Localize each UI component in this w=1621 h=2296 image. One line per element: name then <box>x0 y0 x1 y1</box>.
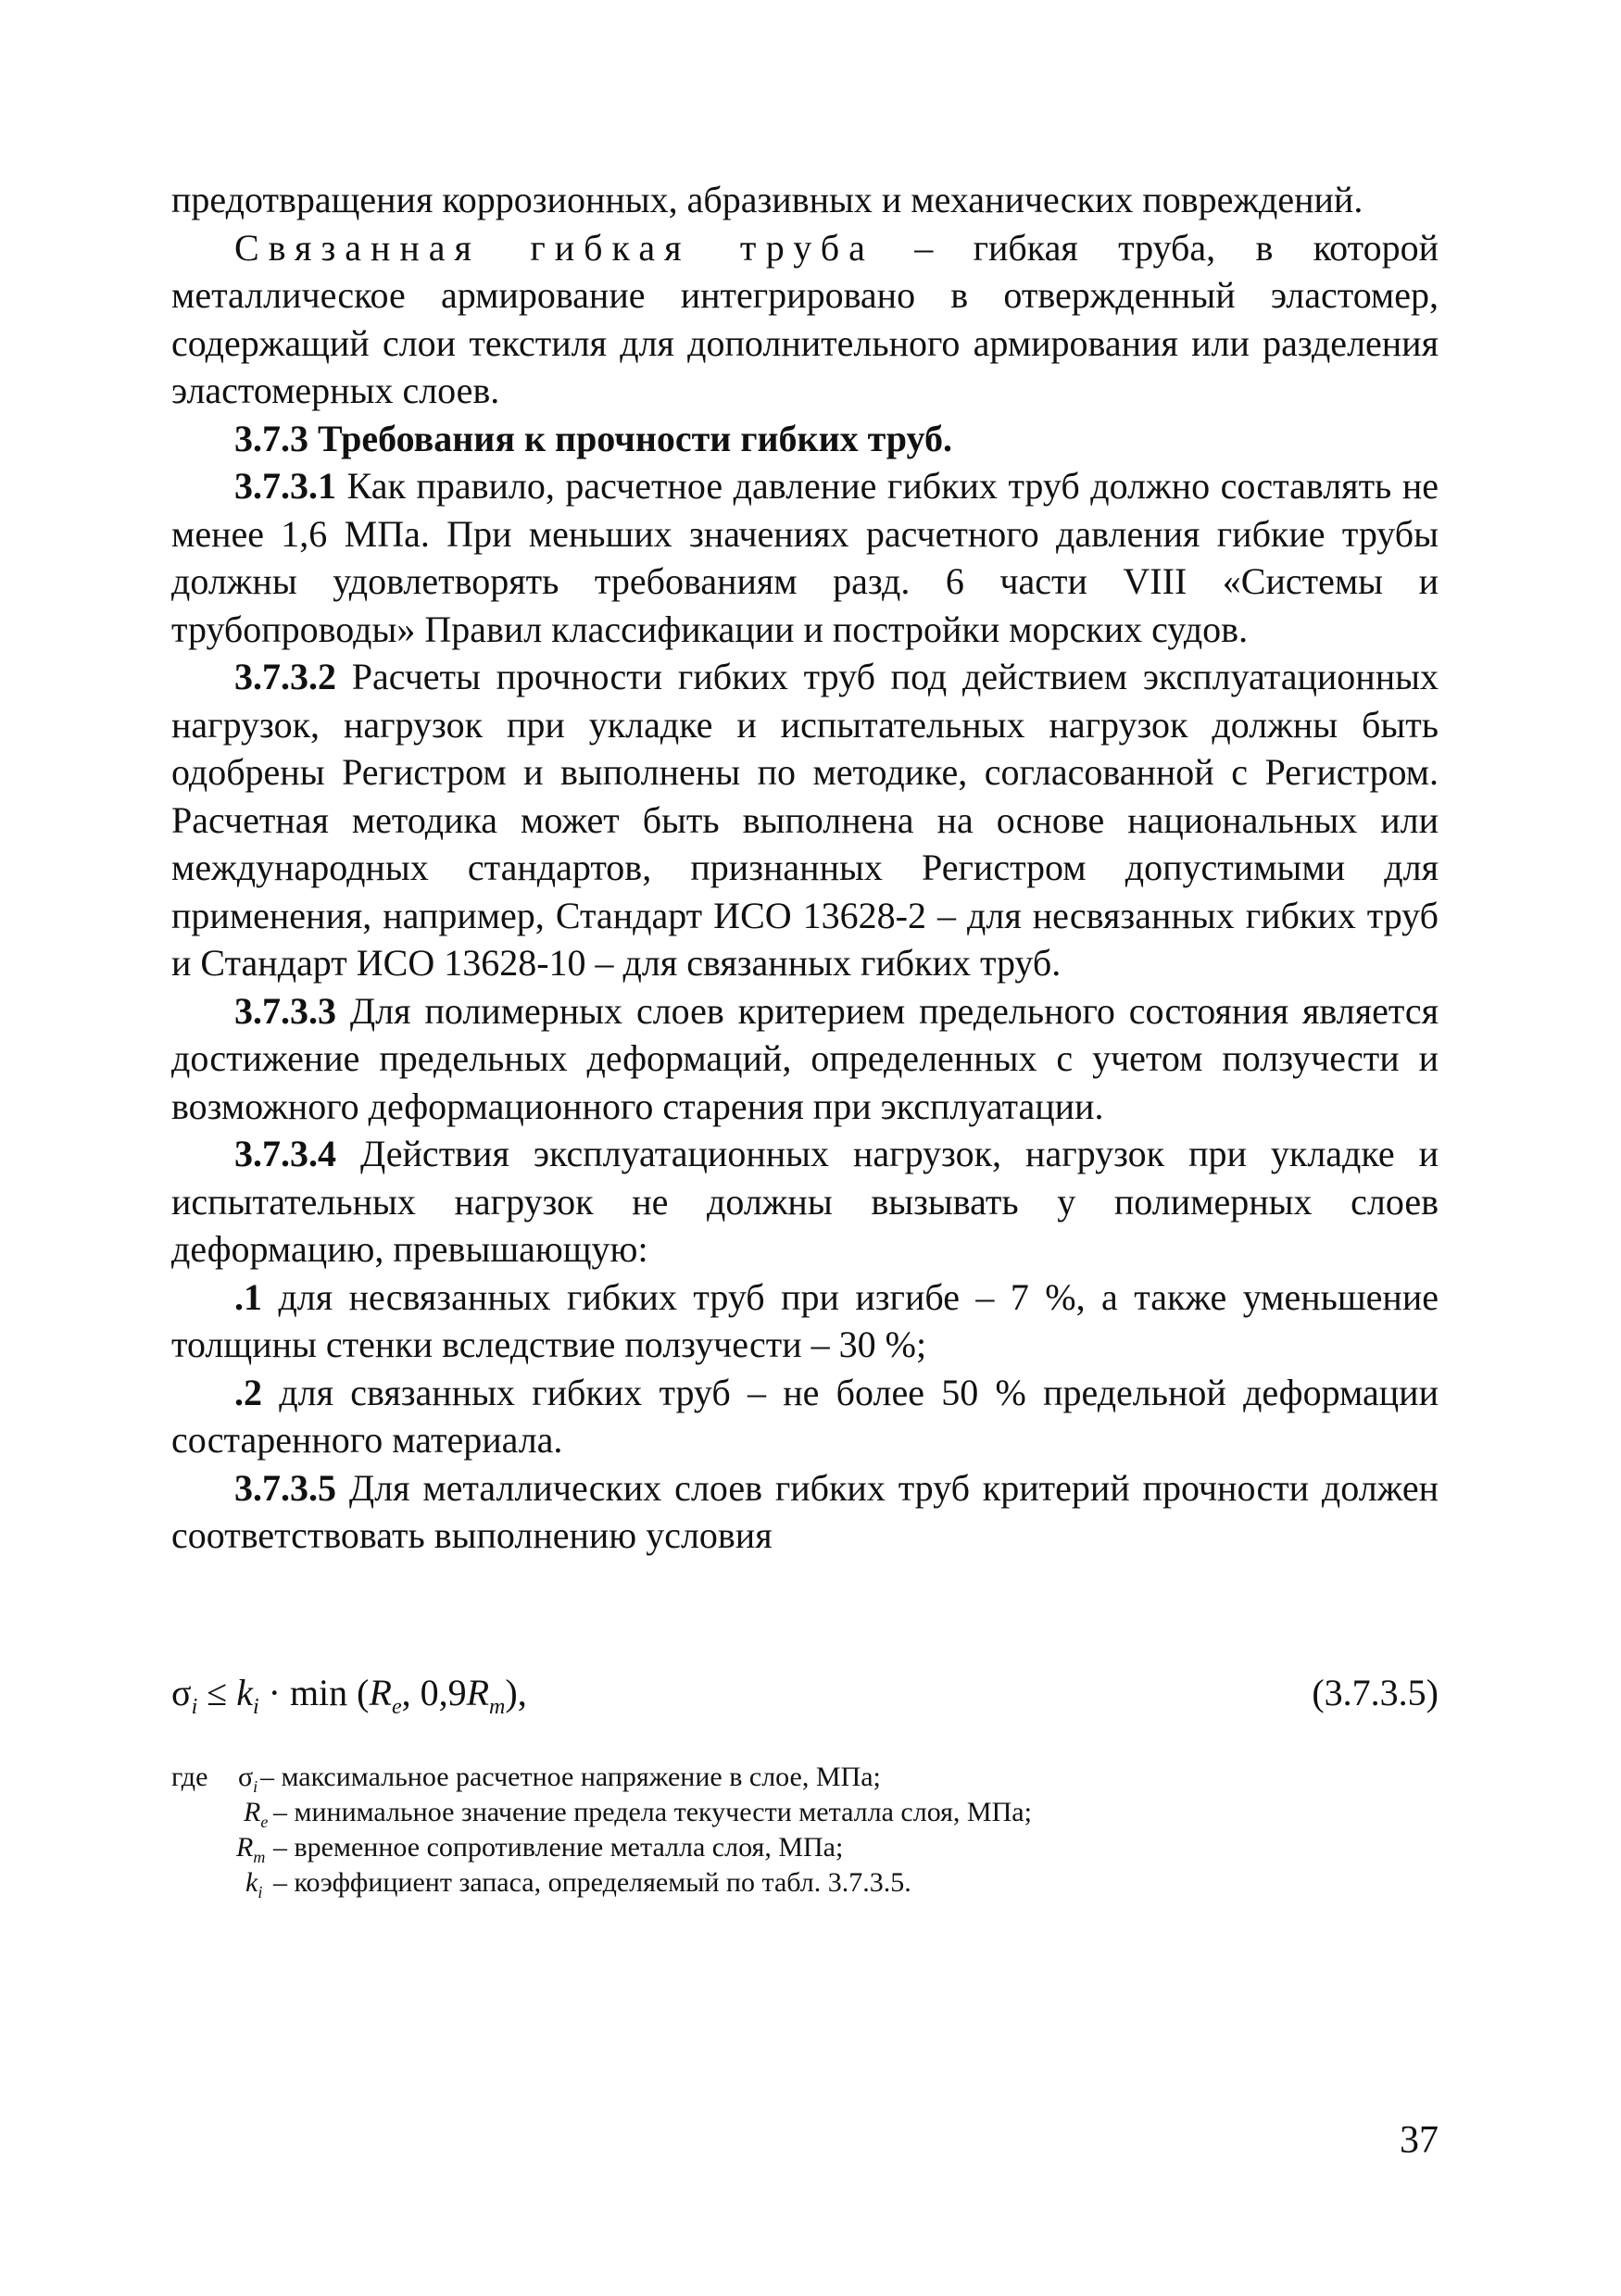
symbol-sigma: σ <box>238 1762 254 1792</box>
formula-r: R <box>369 1672 392 1713</box>
where-desc: – минимальное значение предела текучести металла слоя, МПа; <box>273 1797 1032 1827</box>
symbol-sub: e <box>260 1813 269 1831</box>
formula-number: (3.7.3.5) <box>1312 1672 1439 1713</box>
list-item-number: .2 <box>234 1371 262 1413</box>
formula-sigma: σ <box>171 1672 192 1713</box>
where-symbol <box>244 1795 268 1830</box>
where-line-re <box>171 1795 1439 1830</box>
formula-k: k <box>236 1672 253 1713</box>
page-number: 37 <box>1400 2119 1439 2162</box>
formula-sub-i2: i <box>252 1695 259 1719</box>
clause-number: 3.7.3.5 <box>234 1466 336 1509</box>
clause-number: 3.7.3.3 <box>234 989 336 1032</box>
clause-number: 3.7.3.2 <box>234 656 336 697</box>
where-line-ki <box>171 1865 1439 1901</box>
clause-3-7-3-5 <box>171 1464 1439 1560</box>
symbol-sub: i <box>253 1777 258 1796</box>
where-desc: – коэффициент запаса, определяемый по табл. 3.7.3.5. <box>273 1867 911 1898</box>
formula-sub-m: m <box>489 1695 506 1719</box>
formula-leq: ≤ <box>197 1672 237 1713</box>
formula <box>171 1665 527 1721</box>
where-desc: – временное сопротивление металла слоя, МПа; <box>273 1832 844 1863</box>
list-item-text: для несвязанных гибких труб при изгибе – 7 %, а также уменьшение толщины стенки вследствие ползучести – 30 %; <box>171 1275 1439 1365</box>
symbol-r: R <box>244 1797 261 1827</box>
definition-text: – гибкая труба, в которой металлическое армирование интегрировано в отвержденный эластомер, содержащий слои текстиля для дополнительного армирования или разделения эластомерных слоев. <box>171 226 1439 411</box>
formula-sub-e: e <box>391 1695 402 1719</box>
list-item-text: для связанных гибких труб – не более 50 % предельной деформации состаренного материала. <box>171 1371 1439 1461</box>
where-desc: – максимальное расчетное напряжение в слое, МПа; <box>260 1762 881 1792</box>
symbol-sub: i <box>258 1883 263 1901</box>
definition-term: Связанная гибкая труба <box>234 226 874 269</box>
symbol-k: k <box>245 1867 258 1898</box>
section-heading: 3.7.3 Требования к прочности гибких труб. <box>234 417 952 459</box>
paragraph-definition <box>171 224 1439 415</box>
clause-number: 3.7.3.1 <box>234 465 336 507</box>
where-label: где <box>171 1762 208 1792</box>
formula-r2: R <box>466 1672 490 1713</box>
paragraph-continuation: предотвращения коррозионных, абразивных и механических повреждений. <box>171 179 1363 220</box>
clause-text: Для полимерных слоев критерием предельного состояния является достижение предельных деформаций, определенных с учетом ползучести и возможного деформационного старения при эксплуатации. <box>171 989 1439 1127</box>
clause-3-7-3-3 <box>171 987 1439 1131</box>
formula-close: ), <box>505 1672 527 1713</box>
page-body <box>171 176 1439 1560</box>
where-block <box>171 1760 1439 1901</box>
formula-min: · min ( <box>258 1672 370 1713</box>
list-item-1 <box>171 1273 1439 1369</box>
clause-text: Расчеты прочности гибких труб под действием эксплуатационных нагрузок, нагрузок при укладке и испытательных нагрузок должны быть одобрены Регистром и выполнены по методике, согласованной с Регистром. Расчетная методика может быть выполнена на основе национальных или международных стандартов, признанных Регистром допустимыми для применения, например, Стандарт ИСО 13628-2 – для несвязанных гибких труб и Стандарт ИСО 13628-10 – для связанных гибких труб. <box>171 656 1439 984</box>
symbol-sub: m <box>253 1848 266 1866</box>
clause-number: 3.7.3.4 <box>234 1133 336 1174</box>
main-text <box>171 176 1439 1560</box>
formula-comma: , 0,9 <box>401 1672 467 1713</box>
clause-text: Для металлических слоев гибких труб критерий прочности должен соответствовать выполнению условия <box>171 1466 1439 1556</box>
clause-3-7-3-2 <box>171 653 1439 987</box>
clause-3-7-3-1 <box>171 462 1439 653</box>
clause-text: Действия эксплуатационных нагрузок, нагрузок при укладке и испытательных нагрузок не должны вызывать у полимерных слоев деформацию, превышающую: <box>171 1133 1439 1270</box>
where-symbol <box>245 1865 262 1901</box>
formula-sub-i: i <box>191 1695 198 1719</box>
formula-row <box>171 1665 1439 1721</box>
symbol-r: R <box>236 1832 254 1863</box>
where-line-sigma <box>171 1760 1439 1795</box>
where-line-rm <box>171 1830 1439 1865</box>
clause-3-7-3-4 <box>171 1130 1439 1273</box>
list-item-number: .1 <box>234 1275 262 1318</box>
where-symbol <box>236 1830 265 1865</box>
list-item-2 <box>171 1369 1439 1464</box>
where-symbol <box>238 1760 258 1795</box>
clause-text: Как правило, расчетное давление гибких труб должно составлять не менее 1,6 МПа. При меньших значениях расчетного давления гибкие трубы должны удовлетворять требованиям разд. 6 части VIII «Системы и трубопроводы» Правил классификации и постройки морских судов. <box>171 465 1439 650</box>
